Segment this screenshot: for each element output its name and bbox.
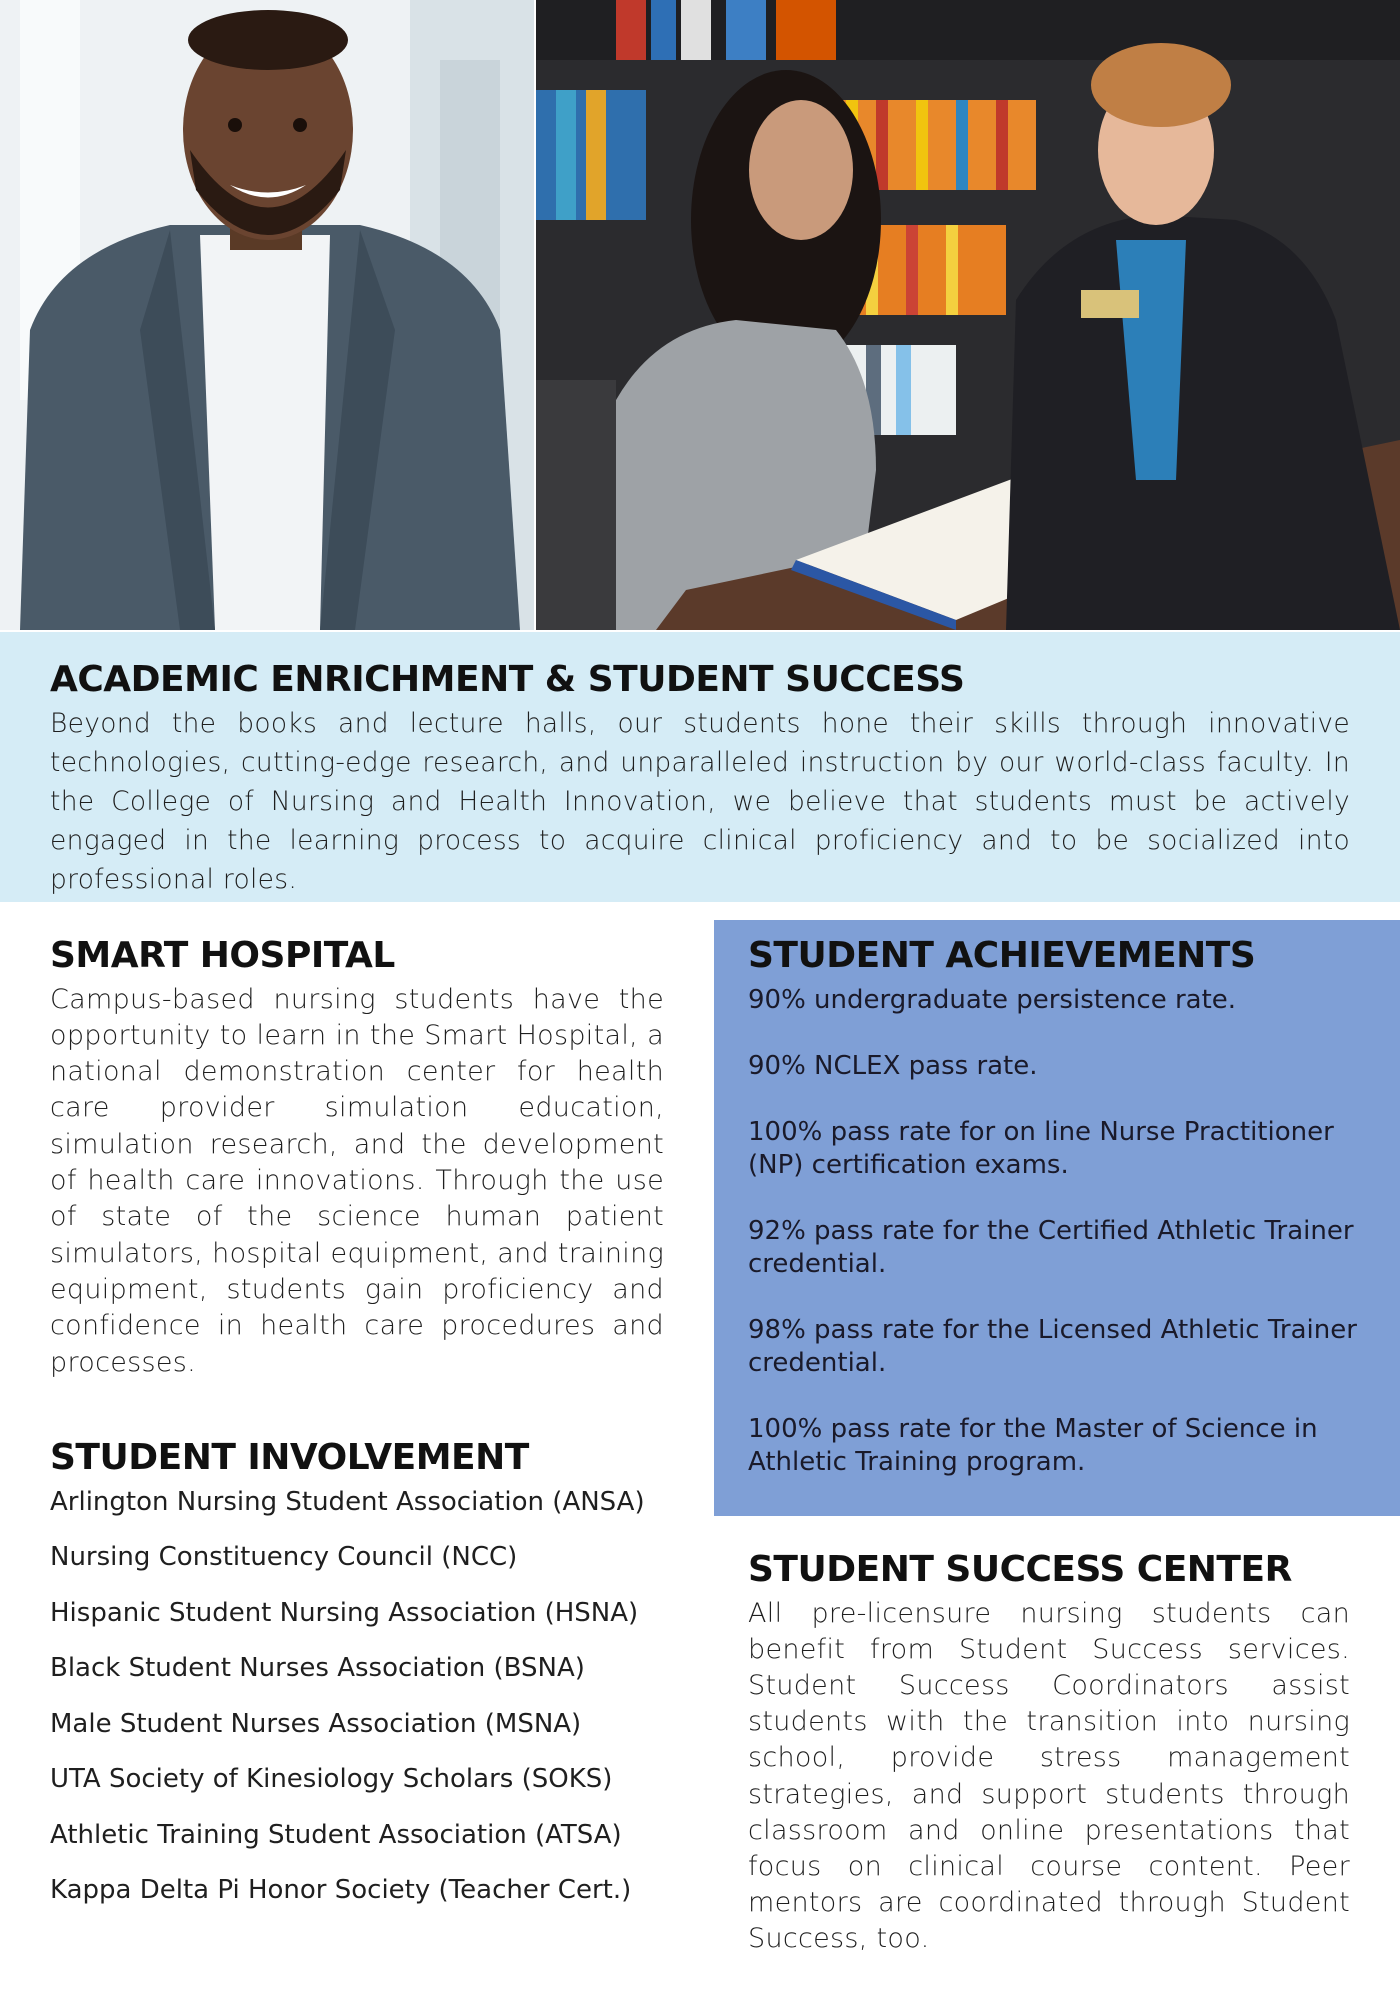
list-item: Athletic Training Student Association (ATSA)	[50, 1819, 622, 1850]
academic-enrichment-body: Beyond the books and lecture halls, our students hone their skills through innovative technologies, cutting-edge research, and unparalleled instruction by our world-class faculty. In the College of Nursing and Health Innovation, we believe that students must be actively engaged in the learning process to acquire clinical proficiency and to be socialized into professional roles.	[50, 707, 1350, 895]
list-item: 90% NCLEX pass rate.	[748, 1050, 1038, 1081]
list-item: Black Student Nurses Association (BSNA)	[50, 1653, 585, 1684]
list-item: 92% pass rate for the Certified Athletic Trainer credential.	[748, 1215, 1354, 1279]
list-item: Kappa Delta Pi Honor Society (Teacher Cert.)	[50, 1875, 632, 1906]
list-item: Nursing Constituency Council (NCC)	[50, 1542, 518, 1573]
student-involvement-section	[50, 1438, 670, 1930]
student-involvement-title: STUDENT INVOLVEMENT	[50, 1437, 529, 1478]
student-achievements-box	[714, 920, 1400, 1516]
list-item: 98% pass rate for the Licensed Athletic Trainer credential.	[748, 1314, 1357, 1378]
list-item: 100% pass rate for the Master of Science in Athletic Training program.	[748, 1413, 1318, 1477]
list-item: Arlington Nursing Student Association (ANSA)	[50, 1486, 645, 1517]
student-success-center-title: STUDENT SUCCESS CENTER	[748, 1549, 1292, 1590]
student-involvement-list	[50, 1486, 670, 1907]
list-item: Hispanic Student Nursing Association (HSNA)	[50, 1597, 639, 1628]
academic-enrichment-title: ACADEMIC ENRICHMENT & STUDENT SUCCESS	[50, 659, 965, 700]
smart-hospital-title: SMART HOSPITAL	[50, 935, 395, 976]
photo-smiling-man-image	[0, 0, 534, 630]
academic-enrichment-section	[0, 632, 1400, 902]
student-success-center-body: All pre-licensure nursing students can benefit from Student Success services. Student Success Coordinators assist students with the transition into nursing school, provide stress management strategies, and support students through classroom and online presentations that focus on clinical course content. Peer mentors are coordinated through Student Success, too.	[748, 1597, 1350, 1955]
list-item: UTA Society of Kinesiology Scholars (SOKS)	[50, 1764, 613, 1795]
smart-hospital-body: Campus-based nursing students have the opportunity to learn in the Smart Hospital, a national demonstration center for health care provider simulation education, simulation research, and the development of health care innovations. Through the use of state of the science human patient simulators, hospital equipment, and training equipment, students gain proficiency and confidence in health care procedures and processes.	[50, 983, 664, 1378]
photo-smiling-man	[0, 0, 534, 630]
list-item: 100% pass rate for on line Nurse Practitioner (NP) certification exams.	[748, 1116, 1334, 1180]
student-success-center-section	[748, 1550, 1350, 1958]
list-item: Male Student Nurses Association (MSNA)	[50, 1708, 582, 1739]
photo-student-and-advisor-image	[536, 0, 1400, 630]
smart-hospital-section	[50, 936, 664, 1381]
photo-student-and-advisor	[536, 0, 1400, 630]
student-achievements-list	[748, 984, 1370, 1479]
student-achievements-title: STUDENT ACHIEVEMENTS	[748, 935, 1256, 976]
list-item: 90% undergraduate persistence rate.	[748, 984, 1237, 1015]
